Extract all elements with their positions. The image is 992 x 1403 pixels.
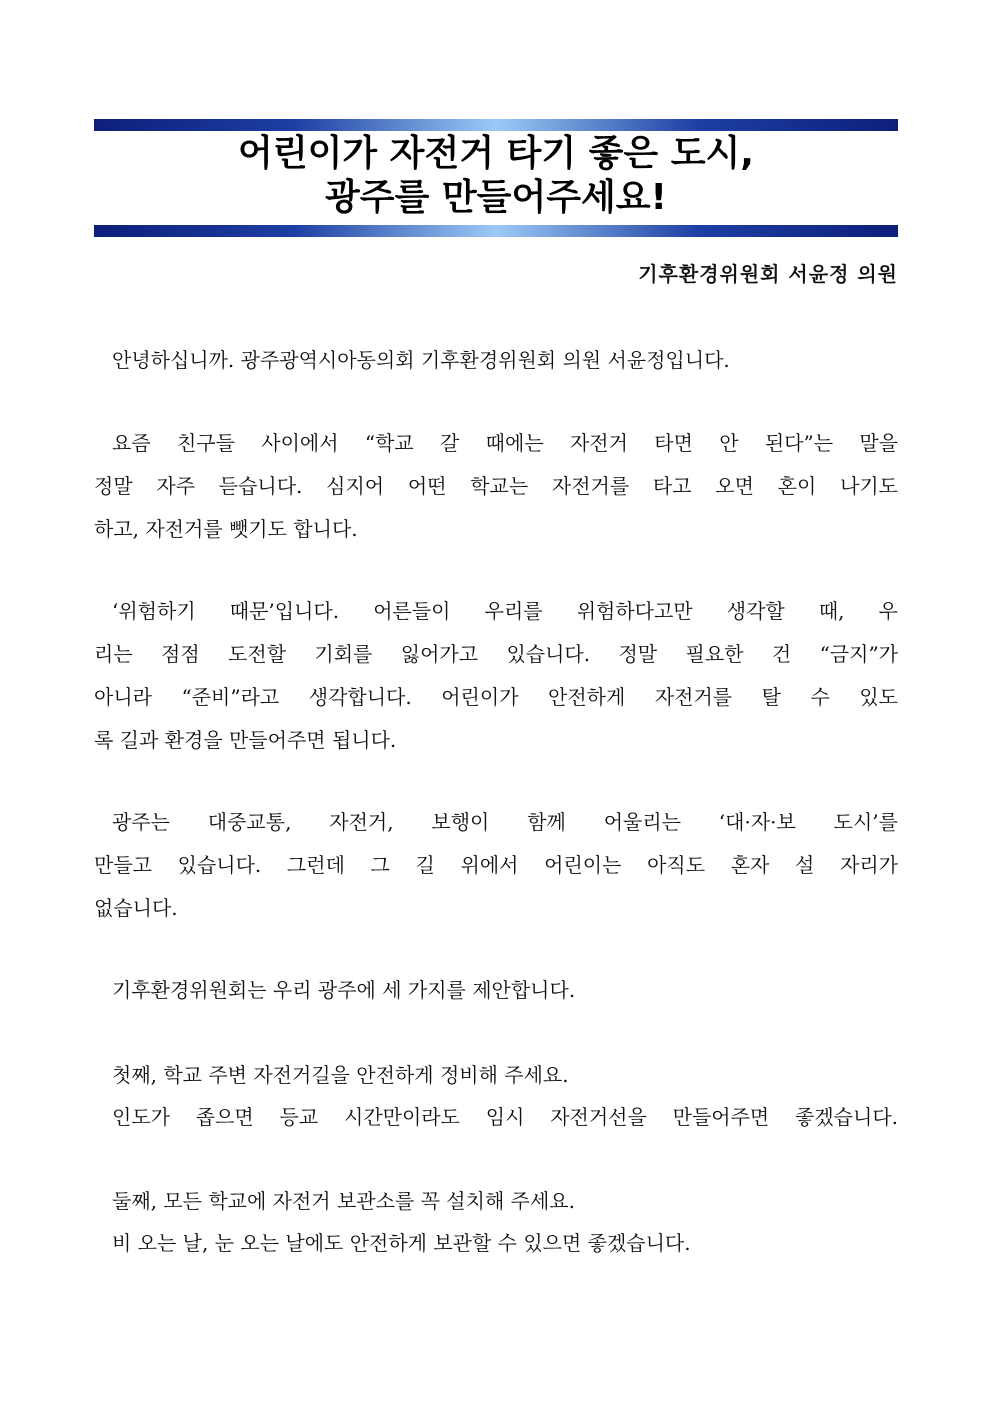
paragraph-line: 기후환경위원회는 우리 광주에 세 가지를 제안합니다. <box>112 978 576 1002</box>
paragraph-line: 없습니다. <box>94 896 178 920</box>
paragraph-line: ‘위험하기 때문’입니다. 어른들이 우리를 위험하다고만 생각할 때, 우 <box>112 599 898 623</box>
paragraph-line: 안녕하십니까. 광주광역시아동의회 기후환경위원회 의원 서윤정입니다. <box>112 348 730 372</box>
paragraph-line: 인도가 좁으면 등교 시간만이라도 임시 자전거선을 만들어주면 좋겠습니다. <box>112 1105 898 1129</box>
paragraph-line: 아니라 “준비”라고 생각합니다. 어린이가 안전하게 자전거를 탈 수 있도 <box>94 685 898 709</box>
author-line: 기후환경위원회 서윤정 의원 <box>638 262 898 286</box>
paragraph-line: 요즘 친구들 사이에서 “학교 갈 때에는 자전거 타면 안 된다”는 말을 <box>112 431 898 455</box>
title-line-1: 어린이가 자전거 타기 좋은 도시, <box>238 133 754 174</box>
document-title <box>94 132 898 224</box>
paragraph-line: 하고, 자전거를 뺏기도 합니다. <box>94 517 358 541</box>
paragraph-line: 비 오는 날, 눈 오는 날에도 안전하게 보관할 수 있으면 좋겠습니다. <box>112 1231 691 1255</box>
paragraph-line: 광주는 대중교통, 자전거, 보행이 함께 어울리는 ‘대·자·보 도시’를 <box>112 810 898 834</box>
paragraph-line: 리는 점점 도전할 기회를 잃어가고 있습니다. 정말 필요한 건 “금지”가 <box>94 642 898 666</box>
title-bottom-bar <box>94 225 898 237</box>
paragraph-line: 정말 자주 듣습니다. 심지어 어떤 학교는 자전거를 타고 오면 혼이 나기도 <box>94 474 898 498</box>
paragraph-line: 둘째, 모든 학교에 자전거 보관소를 꼭 설치해 주세요. <box>112 1189 575 1213</box>
title-top-bar <box>94 119 898 131</box>
title-line-2: 광주를 만들어주세요! <box>325 177 667 218</box>
paragraph-line: 록 길과 환경을 만들어주면 됩니다. <box>94 728 397 752</box>
paragraph-line: 첫째, 학교 주변 자전거길을 안전하게 정비해 주세요. <box>112 1063 569 1087</box>
paragraph-line: 만들고 있습니다. 그런데 그 길 위에서 어린이는 아직도 혼자 설 자리가 <box>94 853 898 877</box>
